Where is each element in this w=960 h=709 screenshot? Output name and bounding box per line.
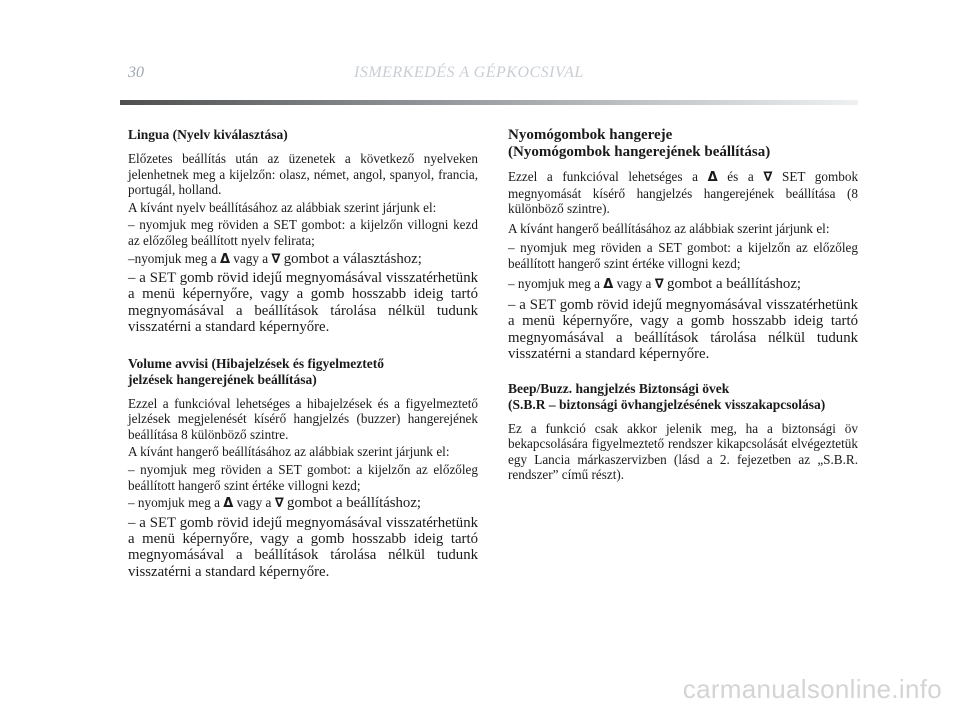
text: vagy a (236, 495, 272, 511)
down-arrow-icon: ∇ (271, 251, 281, 267)
paragraph: – nyomjuk meg röviden a SET gombot: a kijelzőn az előzőleg beállított hangerő szint értéke villogni kezd; (508, 240, 858, 271)
up-arrow-icon: Δ (219, 251, 230, 267)
watermark-text: carmanualsonline.info (682, 674, 942, 704)
paragraph: Ezzel a funkcióval lehetséges a hibajelzések és a figyelmeztető jelzések megjelenését kísérő hangjelzés (buzzer) hangerejének beállítása 8 különböző szintre. (128, 395, 478, 442)
up-arrow-icon: Δ (707, 170, 718, 185)
text: gombot a beállításhoz; (287, 495, 422, 512)
right-column (508, 127, 858, 496)
paragraph: – a SET gomb rövid idejű megnyomásával visszatérhetünk a menü képernyőre, vagy a gomb hosszabb ideig tartó megnyomásával a beállítások tárolása nélkül tudunk visszatérni a standard képernyőre. (128, 269, 478, 336)
text: vagy a (616, 275, 652, 291)
section-heading (128, 356, 478, 388)
paragraph (128, 251, 478, 268)
text: Ezzel a funkcióval lehetséges a (508, 169, 698, 184)
text: vagy a (233, 250, 269, 266)
section-button-volume (508, 127, 858, 363)
up-arrow-icon: Δ (223, 496, 234, 512)
left-column (128, 127, 478, 593)
text: – nyomjuk meg a (128, 495, 220, 511)
heading-line: Volume avvisi (Hibajelzések és figyelmeztető (128, 355, 384, 371)
section-heading (508, 127, 858, 161)
text: gombot a választáshoz; (283, 250, 422, 267)
paragraph (508, 169, 858, 217)
section-seatbelt-beep (508, 381, 858, 483)
paragraph: – a SET gomb rövid idejű megnyomásával visszatérhetünk a menü képernyőre, vagy a gomb hosszabb ideig tartó megnyomásával a beállítások tárolása nélkül tudunk visszatérni a standard képernyőre. (508, 296, 858, 363)
down-arrow-icon: ∇ (274, 496, 284, 512)
paragraph: – nyomjuk meg röviden a SET gombot: a kijelzőn villogni kezd az előzőleg beállított nyelv felirata; (128, 217, 478, 248)
header-rule (120, 100, 858, 105)
heading-line: (S.B.R – biztonsági övhangjelzésének visszakapcsolása) (508, 396, 826, 412)
down-arrow-icon: ∇ (763, 170, 773, 185)
text: gombot a beállításhoz; (667, 275, 802, 292)
paragraph: Előzetes beállítás után az üzenetek a következő nyelveken jelenhetnek meg a kijelzőn: olasz, német, angol, spanyol, francia, portugál, holland. (128, 151, 478, 198)
down-arrow-icon: ∇ (654, 276, 664, 292)
paragraph (508, 276, 858, 293)
text: – nyomjuk meg a (508, 275, 600, 291)
section-heading (508, 381, 858, 413)
section-heading: Lingua (Nyelv kiválasztása) (128, 127, 288, 142)
text: SET gombok megnyomását kísérő hangjelzés hangerejének beállítása (8 különböző szintre). (508, 169, 859, 217)
paragraph (128, 495, 478, 512)
paragraph: – a SET gomb rövid idejű megnyomásával visszatérhetünk a menü képernyőre, vagy a gomb hosszabb ideig tartó megnyomásával a beállítások tárolása nélkül tudunk visszatérni a standard képernyőre. (128, 514, 478, 580)
page-header-title: ISMERKEDÉS A GÉPKOCSIVAL (354, 64, 584, 81)
text: és a (727, 169, 754, 184)
section-volume (128, 356, 478, 581)
text: –nyomjuk meg a (128, 250, 217, 266)
page-number: 30 (128, 64, 144, 81)
paragraph: A kívánt hangerő beállításához az alábbiak szerint járjunk el: (508, 220, 830, 236)
paragraph: Ez a funkció csak akkor jelenik meg, ha a biztonsági öv bekapcsolására figyelmeztető rendszer kikapcsolását elvégeztetük egy Lancia márkaszervizben (lásd a 2. fejezetben az „S.B.R. rendszer” című részt). (508, 420, 858, 483)
heading-line: (Nyomógombok hangerejének beállítása) (508, 144, 771, 160)
paragraph: A kívánt nyelv beállításához az alábbiak szerint járjunk el: (128, 199, 437, 215)
heading-line: jelzések hangerejének beállítása) (128, 371, 317, 387)
up-arrow-icon: Δ (603, 276, 614, 292)
paragraph: A kívánt hangerő beállításához az alábbiak szerint járjunk el: (128, 444, 450, 460)
section-lingua (128, 127, 478, 336)
heading-line: Beep/Buzz. hangjelzés Biztonsági övek (508, 380, 730, 396)
paragraph: – nyomjuk meg röviden a SET gombot: a kijelzőn az előzőleg beállított hangerő szint értéke villogni kezd; (128, 461, 478, 493)
heading-line: Nyomógombok hangereje (508, 127, 673, 143)
